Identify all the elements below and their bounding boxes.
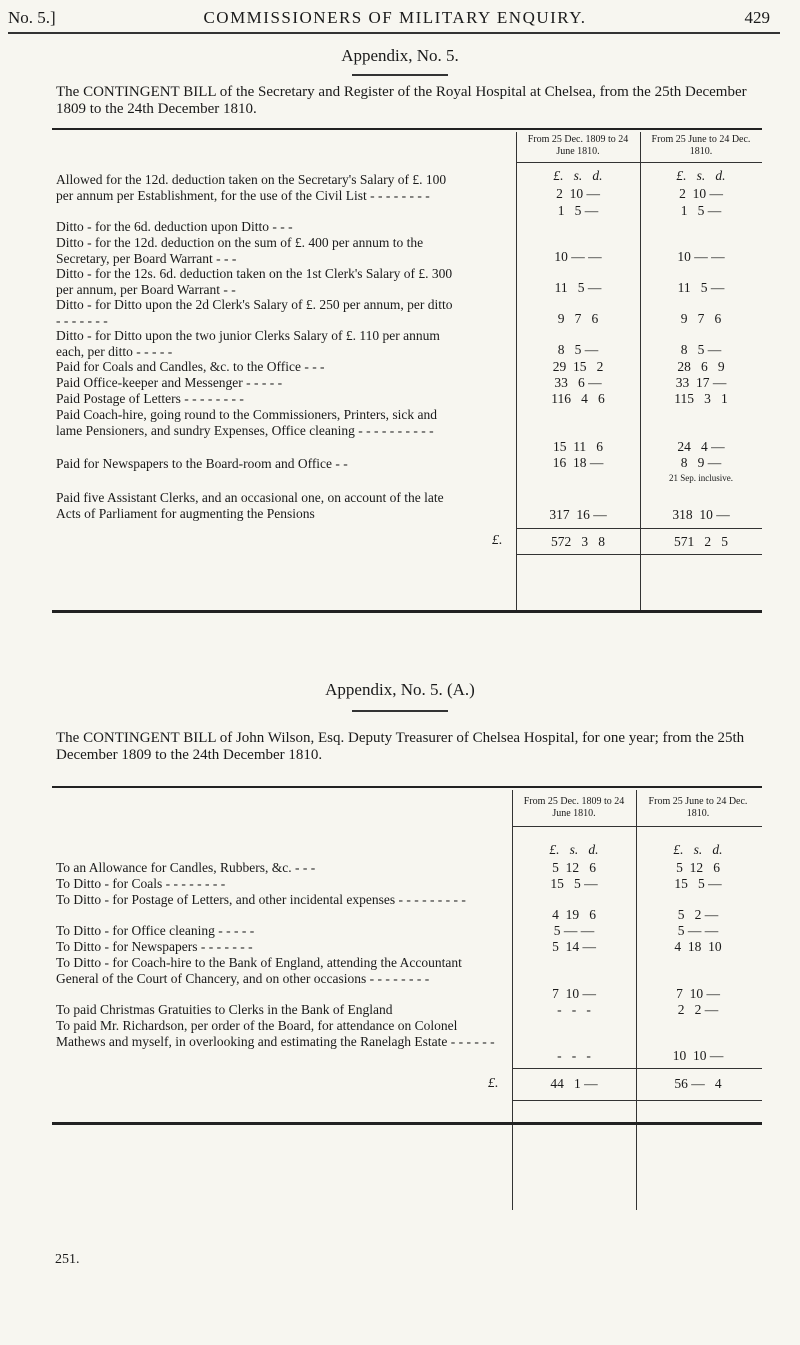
column-header-second-half: From 25 June to 24 Dec. 1810. bbox=[651, 134, 751, 157]
table-row-amount-second: 8 5 — bbox=[680, 342, 722, 357]
table-row-amount-first: 1 5 — bbox=[557, 203, 599, 218]
table-row-description: To Ditto - for Postage of Letters, and other incidental expenses - - - - - - - - - bbox=[56, 892, 466, 907]
lsd-heading: £. s. d. bbox=[553, 168, 603, 183]
table-top-rule bbox=[52, 128, 762, 130]
table-row-amount-first: 8 5 — bbox=[557, 342, 599, 357]
appendix-intro: The CONTINGENT BILL of John Wilson, Esq. Deputy Treasurer of Chelsea Hospital, for one year; from the 25th December 1809 to the 24th December 1810. bbox=[56, 730, 745, 763]
table-row-amount-second: 28 6 9 bbox=[677, 359, 725, 374]
header-rule bbox=[512, 826, 762, 827]
table-row-amount-second: 2 2 — bbox=[677, 1002, 719, 1017]
header-rule bbox=[8, 32, 780, 34]
appendix-title: Appendix, No. 5. (A.) bbox=[325, 680, 475, 699]
total-rule bbox=[516, 528, 762, 529]
table-row-amount-first: 16 18 — bbox=[552, 455, 604, 470]
table-row-amount-first: 116 4 6 bbox=[551, 391, 605, 406]
lsd-heading: £. s. d. bbox=[676, 168, 726, 183]
table-row-amount-second: 2 10 — bbox=[679, 186, 723, 201]
table-bottom-rule bbox=[52, 610, 762, 613]
header-rule bbox=[516, 162, 762, 163]
table-row-amount-second: 24 4 — bbox=[677, 439, 725, 454]
table-row-amount-first: 15 5 — bbox=[550, 876, 598, 891]
table-row-description: To Ditto - for Coach-hire to the Bank of England, attending the Accountant General of the Court of Chancery, and on other occasions - - - - - - - - bbox=[56, 955, 462, 986]
column-divider bbox=[640, 132, 641, 610]
total-first-half: 572 3 8 bbox=[551, 534, 605, 549]
table-row-amount-second: 4 18 10 bbox=[674, 939, 722, 954]
date-note: 21 Sep. inclusive. bbox=[669, 473, 733, 483]
appendix-title: Appendix, No. 5. bbox=[341, 46, 459, 65]
table-row-description: To Ditto - for Office cleaning - - - - - bbox=[56, 923, 255, 938]
table-row-description: To an Allowance for Candles, Rubbers, &c. - - - bbox=[56, 860, 316, 875]
table-row-amount-first: 11 5 — bbox=[554, 280, 602, 295]
table-row-amount-second: 7 10 — bbox=[676, 986, 720, 1001]
title-rule bbox=[352, 74, 448, 76]
table-row-description: Paid Postage of Letters - - - - - - - - bbox=[56, 391, 244, 406]
appendix-intro: The CONTINGENT BILL of the Secretary and Register of the Royal Hospital at Chelsea, from the 25th December 1809 to the 24th December 1810. bbox=[56, 84, 747, 117]
table-row-amount-second: 8 9 — bbox=[680, 455, 722, 470]
table-row-description: To paid Christmas Gratuities to Clerks in the Bank of England bbox=[56, 1002, 393, 1017]
table-row-description: Ditto - for the 12d. deduction on the sum of £. 400 per annum to the Secretary, per Board Warrant - - - bbox=[56, 235, 424, 266]
column-header-first-half: From 25 Dec. 1809 to 24 June 1810. bbox=[523, 796, 625, 819]
table-row-amount-first: 7 10 — bbox=[552, 986, 596, 1001]
total-label: £. bbox=[492, 533, 503, 548]
table-row-description: To Ditto - for Newspapers - - - - - - - bbox=[56, 939, 253, 954]
table-row-amount-first: 9 7 6 bbox=[557, 311, 599, 326]
lsd-heading: £. s. d. bbox=[549, 842, 599, 857]
page-number: 429 bbox=[744, 8, 770, 27]
table-row-amount-second: 1 5 — bbox=[680, 203, 722, 218]
contingent-bill-table bbox=[52, 786, 762, 1226]
table-row-amount-second: 11 5 — bbox=[677, 280, 725, 295]
table-row-amount-first: 5 12 6 bbox=[552, 860, 596, 875]
table-row-description: Ditto - for the 12s. 6d. deduction taken on the 1st Clerk's Salary of £. 300 per annum, per Board Warrant - - bbox=[56, 266, 453, 297]
column-divider bbox=[512, 790, 513, 1210]
column-header-first-half: From 25 Dec. 1809 to 24 June 1810. bbox=[527, 134, 629, 157]
total-label: £. bbox=[488, 1076, 499, 1091]
table-row-amount-second: 318 10 — bbox=[672, 507, 730, 522]
total-rule bbox=[516, 554, 762, 555]
table-row-amount-second: 5 — — bbox=[677, 923, 719, 938]
table-row-amount-first: 317 16 — bbox=[549, 507, 607, 522]
table-row-amount-first: 2 10 — bbox=[556, 186, 600, 201]
table-row-amount-first: 4 19 6 bbox=[552, 907, 596, 922]
table-row-description: Paid for Newspapers to the Board-room and Office - - bbox=[56, 456, 348, 471]
table-row-description: To paid Mr. Richardson, per order of the Board, for attendance on Colonel Mathews and myself, in overlooking and estimating the Ranelagh Estate - - - - - - bbox=[56, 1018, 495, 1049]
table-row-amount-first: 29 15 2 bbox=[552, 359, 604, 374]
total-rule bbox=[512, 1068, 762, 1069]
table-row-amount-second: 5 12 6 bbox=[676, 860, 720, 875]
section-number: No. 5.] bbox=[8, 8, 56, 27]
table-row-description: Ditto - for the 6d. deduction upon Ditto - - - bbox=[56, 219, 293, 234]
table-row-description: Ditto - for Ditto upon the two junior Clerks Salary of £. 110 per annum each, per ditto - - - - - bbox=[56, 328, 440, 359]
table-row-amount-second: 115 3 1 bbox=[674, 391, 728, 406]
table-row-description: To Ditto - for Coals - - - - - - - - bbox=[56, 876, 226, 891]
running-header bbox=[0, 6, 800, 36]
table-bottom-rule bbox=[52, 1122, 762, 1125]
total-rule bbox=[512, 1100, 762, 1101]
table-row-description: Paid Coach-hire, going round to the Commissioners, Printers, sick and lame Pensioners, and sundry Expenses, Office cleaning - - - - - - - - - - bbox=[56, 407, 437, 438]
table-row-amount-first: - - - bbox=[557, 1048, 591, 1063]
table-row-description: Paid five Assistant Clerks, and an occasional one, on account of the late Acts of Parliament for augmenting the Pensions bbox=[56, 490, 444, 521]
table-row-amount-second: 10 — — bbox=[677, 249, 725, 264]
column-divider bbox=[636, 790, 637, 1210]
table-row-amount-first: 5 14 — bbox=[552, 939, 596, 954]
table-row-amount-second: 10 10 — bbox=[672, 1048, 724, 1063]
lsd-heading: £. s. d. bbox=[673, 842, 723, 857]
table-row-amount-first: 33 6 — bbox=[554, 375, 602, 390]
title-rule bbox=[352, 710, 448, 712]
signature-mark: 251. bbox=[55, 1252, 80, 1267]
column-divider bbox=[516, 132, 517, 610]
table-row-description: Paid Office-keeper and Messenger - - - - - bbox=[56, 375, 283, 390]
table-row-description: Paid for Coals and Candles, &c. to the Office - - - bbox=[56, 359, 325, 374]
table-row-amount-first: 10 — — bbox=[554, 249, 602, 264]
total-first-half: 44 1 — bbox=[550, 1076, 598, 1091]
table-row-amount-first: - - - bbox=[557, 1002, 591, 1017]
table-row-amount-second: 33 17 — bbox=[675, 375, 727, 390]
table-row-amount-second: 5 2 — bbox=[677, 907, 719, 922]
table-row-amount-second: 9 7 6 bbox=[680, 311, 722, 326]
table-row-amount-first: 15 11 6 bbox=[552, 439, 604, 454]
table-top-rule bbox=[52, 786, 762, 788]
total-second-half: 56 — 4 bbox=[674, 1076, 722, 1091]
table-row-amount-second: 15 5 — bbox=[674, 876, 722, 891]
table-row-description: Ditto - for Ditto upon the 2d Clerk's Salary of £. 250 per annum, per ditto - - - - - - - bbox=[56, 297, 453, 328]
running-title: COMMISSIONERS OF MILITARY ENQUIRY. bbox=[203, 8, 587, 27]
total-second-half: 571 2 5 bbox=[674, 534, 728, 549]
table-row-description: Allowed for the 12d. deduction taken on the Secretary's Salary of £. 100 per annum per Establishment, for the use of the Civil List - - - - - - - - bbox=[56, 172, 447, 203]
table-row-amount-first: 5 — — bbox=[553, 923, 595, 938]
column-header-second-half: From 25 June to 24 Dec. 1810. bbox=[648, 796, 748, 819]
contingent-bill-table bbox=[52, 128, 762, 626]
